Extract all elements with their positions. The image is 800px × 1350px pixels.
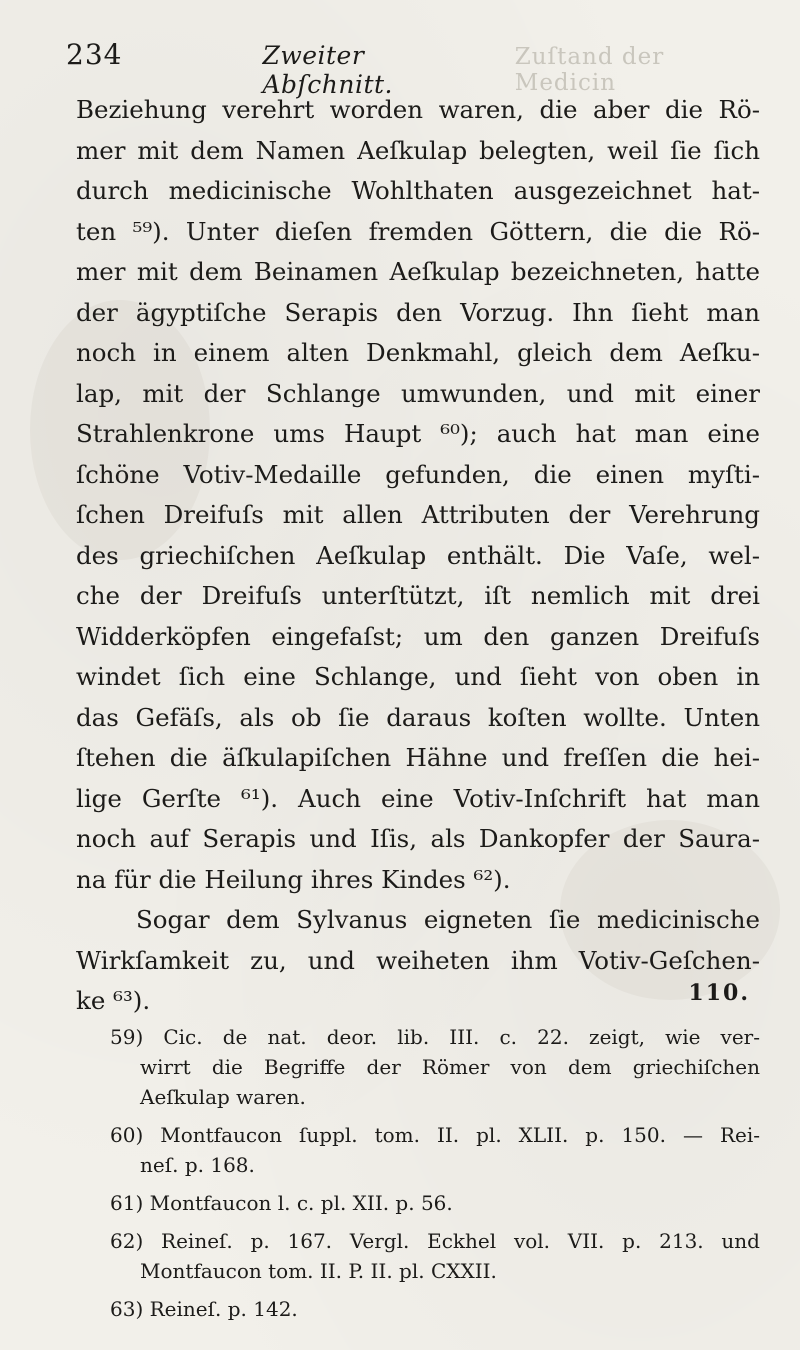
catchword: 110. <box>688 980 750 1006</box>
text-line: Sogar dem Sylvanus eigneten ſie medicinische <box>136 905 760 934</box>
text-line: des griechiſchen Aeſkulap enthält. Die Vaſe, wel- <box>76 540 760 570</box>
text-line: ten ⁵⁹). Unter dieſen fremden Göttern, die die Rö- <box>76 216 760 246</box>
text-line: Beziehung verehrt worden waren, die aber die Rö- <box>76 95 760 124</box>
text-line: lap, mit der Schlange umwunden, und mit einer <box>76 378 760 408</box>
text-line: Widderköpfen eingefaſst; um den ganzen Dreifuſs <box>76 621 760 651</box>
text-line: ke ⁶³). <box>76 986 151 1015</box>
text-line: ſchöne Votiv-Medaille gefunden, die einen myſti- <box>76 459 760 489</box>
text-line: der ägyptiſche Serapis den Vorzug. Ihn ſieht man <box>76 297 760 327</box>
footnote-63 <box>110 1294 760 1324</box>
footnote-line: 59) Cic. de nat. deor. lib. III. c. 22. zeigt, wie ver- <box>110 1025 760 1049</box>
footnote-line: neſ. p. 168. <box>140 1153 255 1177</box>
page-number: 234 <box>66 38 123 71</box>
footnote-line: 62) Reineſ. p. 167. Vergl. Eckhel vol. VII. p. 213. und <box>110 1229 760 1253</box>
footnote-line: 61) Montfaucon l. c. pl. XII. p. 56. <box>110 1191 453 1215</box>
footnote-61 <box>110 1188 760 1218</box>
footnote-line: wirrt die Begriffe der Römer von dem griechiſchen <box>140 1055 760 1079</box>
page-header <box>66 38 756 99</box>
text-line: ſchen Dreifuſs mit allen Attributen der Verehrung <box>76 500 760 529</box>
text-line: na für die Heilung ihres Kindes ⁶²). <box>76 864 511 894</box>
text-line: durch medicinische Wohlthaten ausgezeichnet hat- <box>76 176 760 205</box>
main-text <box>76 90 760 1022</box>
footnote-62 <box>110 1226 760 1286</box>
footnote-59 <box>110 1022 760 1112</box>
bleed-through-text: Zuſtand der Medicin <box>514 44 665 96</box>
running-head: Zweiter Abſchnitt. <box>262 41 394 99</box>
text-line: Strahlenkrone ums Haupt ⁶⁰); auch hat man eine <box>76 419 760 448</box>
text-line: mer mit dem Beinamen Aeſkulap bezeichneten, hatte <box>76 257 760 286</box>
footnote-line: 63) Reineſ. p. 142. <box>110 1297 298 1321</box>
text-line: che der Dreifuſs unterſtützt, iſt nemlich mit drei <box>76 581 760 610</box>
text-line: das Gefäſs, als ob ſie daraus koſten wollte. Unten <box>76 702 760 732</box>
text-line: noch in einem alten Denkmahl, gleich dem Aeſku- <box>76 338 760 367</box>
footnote-line: Montfaucon tom. II. P. II. pl. CXXII. <box>140 1259 497 1283</box>
text-line: windet ſich eine Schlange, und ſieht von oben in <box>76 662 760 691</box>
text-line: Wirkſamkeit zu, und weiheten ihm Votiv-Geſchen- <box>76 945 760 975</box>
footnotes <box>110 1022 760 1324</box>
text-line: noch auf Serapis und Iſis, als Dankopfer der Saura- <box>76 824 760 853</box>
text-line: ſtehen die äſkulapiſchen Hähne und freſſen die hei- <box>76 743 760 772</box>
text-line: mer mit dem Namen Aeſkulap belegten, weil ſie ſich <box>76 135 760 165</box>
footnote-60 <box>110 1120 760 1180</box>
footnote-line: 60) Montfaucon ſuppl. tom. II. pl. XLII. p. 150. — Rei- <box>110 1123 760 1147</box>
footnote-line: Aeſkulap waren. <box>140 1085 306 1109</box>
text-line: lige Gerſte ⁶¹). Auch eine Votiv-Inſchrift hat man <box>76 783 760 813</box>
